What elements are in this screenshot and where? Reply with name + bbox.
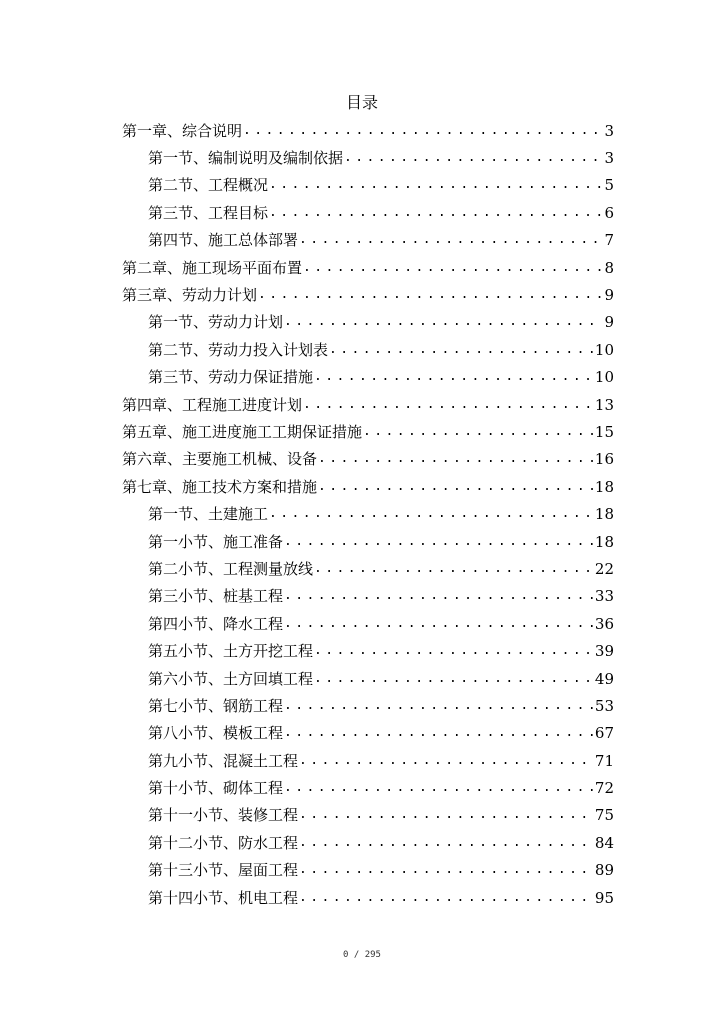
- toc-entry-title: 第一小节、施工准备: [148, 532, 284, 551]
- toc-entry[interactable]: [148, 199, 614, 226]
- toc-dot-leader: [284, 532, 593, 552]
- toc-entry[interactable]: [148, 364, 614, 391]
- toc-entry-title: 第一节、劳动力计划: [148, 313, 284, 332]
- toc-entry-page-number: 18: [594, 532, 614, 551]
- toc-entry[interactable]: [148, 583, 614, 610]
- toc-entry-title: 第三节、劳动力保证措施: [148, 368, 314, 387]
- toc-entry-page-number: 71: [594, 751, 614, 770]
- toc-title: 目录: [345, 93, 378, 112]
- toc-entry[interactable]: [148, 829, 614, 856]
- toc-entry[interactable]: [148, 665, 614, 692]
- toc-entry-page-number: 39: [594, 642, 614, 661]
- toc-dot-leader: [284, 614, 593, 634]
- toc-entry-title: 第五章、施工进度施工工期保证措施: [122, 422, 363, 441]
- toc-dot-leader: [363, 422, 593, 442]
- toc-entry[interactable]: [148, 610, 614, 637]
- toc-dot-leader: [314, 367, 593, 387]
- toc-dot-leader: [243, 121, 602, 141]
- toc-entry-page-number: 49: [594, 669, 614, 688]
- toc-entry-page-number: 6: [604, 203, 614, 222]
- toc-entry-page-number: 13: [594, 395, 614, 414]
- toc-entry[interactable]: [122, 117, 614, 144]
- toc-entry-page-number: 95: [594, 888, 614, 907]
- toc-entry[interactable]: [148, 144, 614, 171]
- toc-entry-title: 第六小节、土方回填工程: [148, 669, 314, 688]
- toc-entry-title: 第十小节、砌体工程: [148, 779, 284, 798]
- toc-dot-leader: [344, 148, 602, 168]
- toc-entry[interactable]: [148, 692, 614, 719]
- toc-dot-leader: [299, 805, 593, 825]
- toc-dot-leader: [318, 477, 593, 497]
- toc-entry-page-number: 10: [594, 368, 614, 387]
- toc-entry-title: 第二节、工程概况: [148, 176, 269, 195]
- toc-entry-title: 第十四小节、机电工程: [148, 888, 299, 907]
- toc-entry-page-number: 7: [604, 231, 614, 250]
- toc-dot-leader: [258, 285, 602, 305]
- toc-entry-title: 第一章、综合说明: [122, 121, 243, 140]
- toc-entry-title: 第一节、编制说明及编制依据: [148, 149, 344, 168]
- toc-entry-page-number: 72: [594, 779, 614, 798]
- toc-dot-leader: [299, 860, 593, 880]
- toc-entry-page-number: 18: [594, 505, 614, 524]
- toc-entry[interactable]: [122, 446, 614, 473]
- toc-entry[interactable]: [122, 254, 614, 281]
- toc-dot-leader: [303, 395, 593, 415]
- toc-dot-leader: [269, 175, 602, 195]
- toc-entry-title: 第二章、施工现场平面布置: [122, 258, 303, 277]
- toc-entry[interactable]: [148, 555, 614, 582]
- toc-dot-leader: [284, 778, 593, 798]
- toc-entry-title: 第三章、劳动力计划: [122, 286, 258, 305]
- toc-entry-title: 第七小节、钢筋工程: [148, 696, 284, 715]
- toc-entry-title: 第十二小节、防水工程: [148, 833, 299, 852]
- toc-entry-page-number: 9: [604, 286, 614, 305]
- toc-entry-title: 第三小节、桩基工程: [148, 587, 284, 606]
- toc-dot-leader: [299, 888, 593, 908]
- toc-entry-title: 第四章、工程施工进度计划: [122, 395, 303, 414]
- toc-entry[interactable]: [148, 528, 614, 555]
- toc-entry-page-number: 75: [594, 806, 614, 825]
- toc-entry-page-number: 3: [604, 121, 614, 140]
- toc-list: [0, 117, 724, 911]
- toc-entry-page-number: 8: [604, 258, 614, 277]
- toc-dot-leader: [299, 230, 602, 250]
- toc-entry-title: 第四小节、降水工程: [148, 614, 284, 633]
- toc-entry[interactable]: [148, 747, 614, 774]
- toc-dot-leader: [284, 312, 602, 332]
- toc-entry-title: 第十三小节、屋面工程: [148, 861, 299, 880]
- toc-dot-leader: [314, 559, 593, 579]
- toc-entry-page-number: 89: [594, 861, 614, 880]
- toc-entry[interactable]: [148, 336, 614, 363]
- toc-entry-title: 第八小节、模板工程: [148, 724, 284, 743]
- toc-entry[interactable]: [148, 857, 614, 884]
- toc-entry[interactable]: [148, 172, 614, 199]
- toc-entry-page-number: 22: [594, 559, 614, 578]
- toc-entry[interactable]: [122, 473, 614, 500]
- page-indicator: 0 / 295: [343, 950, 381, 960]
- toc-entry-page-number: 36: [594, 614, 614, 633]
- toc-entry-page-number: 67: [594, 724, 614, 743]
- toc-dot-leader: [318, 449, 593, 469]
- toc-entry-page-number: 5: [604, 176, 614, 195]
- toc-entry-page-number: 3: [604, 149, 614, 168]
- toc-entry-page-number: 53: [594, 696, 614, 715]
- toc-entry-title: 第一节、土建施工: [148, 505, 269, 524]
- toc-entry-title: 第九小节、混凝土工程: [148, 751, 299, 770]
- toc-dot-leader: [284, 723, 593, 743]
- toc-entry-page-number: 33: [594, 587, 614, 606]
- toc-entry[interactable]: [148, 802, 614, 829]
- toc-entry-title: 第六章、主要施工机械、设备: [122, 450, 318, 469]
- toc-entry-title: 第五小节、土方开挖工程: [148, 642, 314, 661]
- toc-dot-leader: [303, 258, 602, 278]
- toc-entry-page-number: 18: [594, 477, 614, 496]
- toc-entry[interactable]: [148, 774, 614, 801]
- toc-entry-title: 第七章、施工技术方案和措施: [122, 477, 318, 496]
- toc-dot-leader: [314, 641, 593, 661]
- toc-entry[interactable]: [122, 418, 614, 445]
- toc-entry-title: 第四节、施工总体部署: [148, 231, 299, 250]
- toc-entry-page-number: 16: [594, 450, 614, 469]
- toc-entry[interactable]: [148, 720, 614, 747]
- toc-entry-page-number: 9: [604, 313, 614, 332]
- toc-entry[interactable]: [148, 884, 614, 911]
- toc-entry-title: 第二小节、工程测量放线: [148, 559, 314, 578]
- toc-dot-leader: [269, 504, 593, 524]
- toc-entry-page-number: 84: [594, 833, 614, 852]
- toc-dot-leader: [299, 751, 593, 771]
- toc-entry[interactable]: [148, 309, 614, 336]
- toc-entry-title: 第三节、工程目标: [148, 203, 269, 222]
- toc-dot-leader: [329, 340, 593, 360]
- toc-entry[interactable]: [148, 500, 614, 527]
- toc-entry-page-number: 10: [594, 340, 614, 359]
- toc-dot-leader: [269, 203, 602, 223]
- toc-entry-title: 第十一小节、装修工程: [148, 806, 299, 825]
- toc-dot-leader: [284, 586, 593, 606]
- toc-entry[interactable]: [122, 391, 614, 418]
- toc-entry-page-number: 15: [594, 422, 614, 441]
- toc-entry[interactable]: [148, 227, 614, 254]
- toc-entry[interactable]: [122, 281, 614, 308]
- toc-entry-title: 第二节、劳动力投入计划表: [148, 340, 329, 359]
- toc-dot-leader: [284, 696, 593, 716]
- toc-dot-leader: [299, 833, 593, 853]
- toc-dot-leader: [314, 669, 593, 689]
- toc-entry[interactable]: [148, 637, 614, 664]
